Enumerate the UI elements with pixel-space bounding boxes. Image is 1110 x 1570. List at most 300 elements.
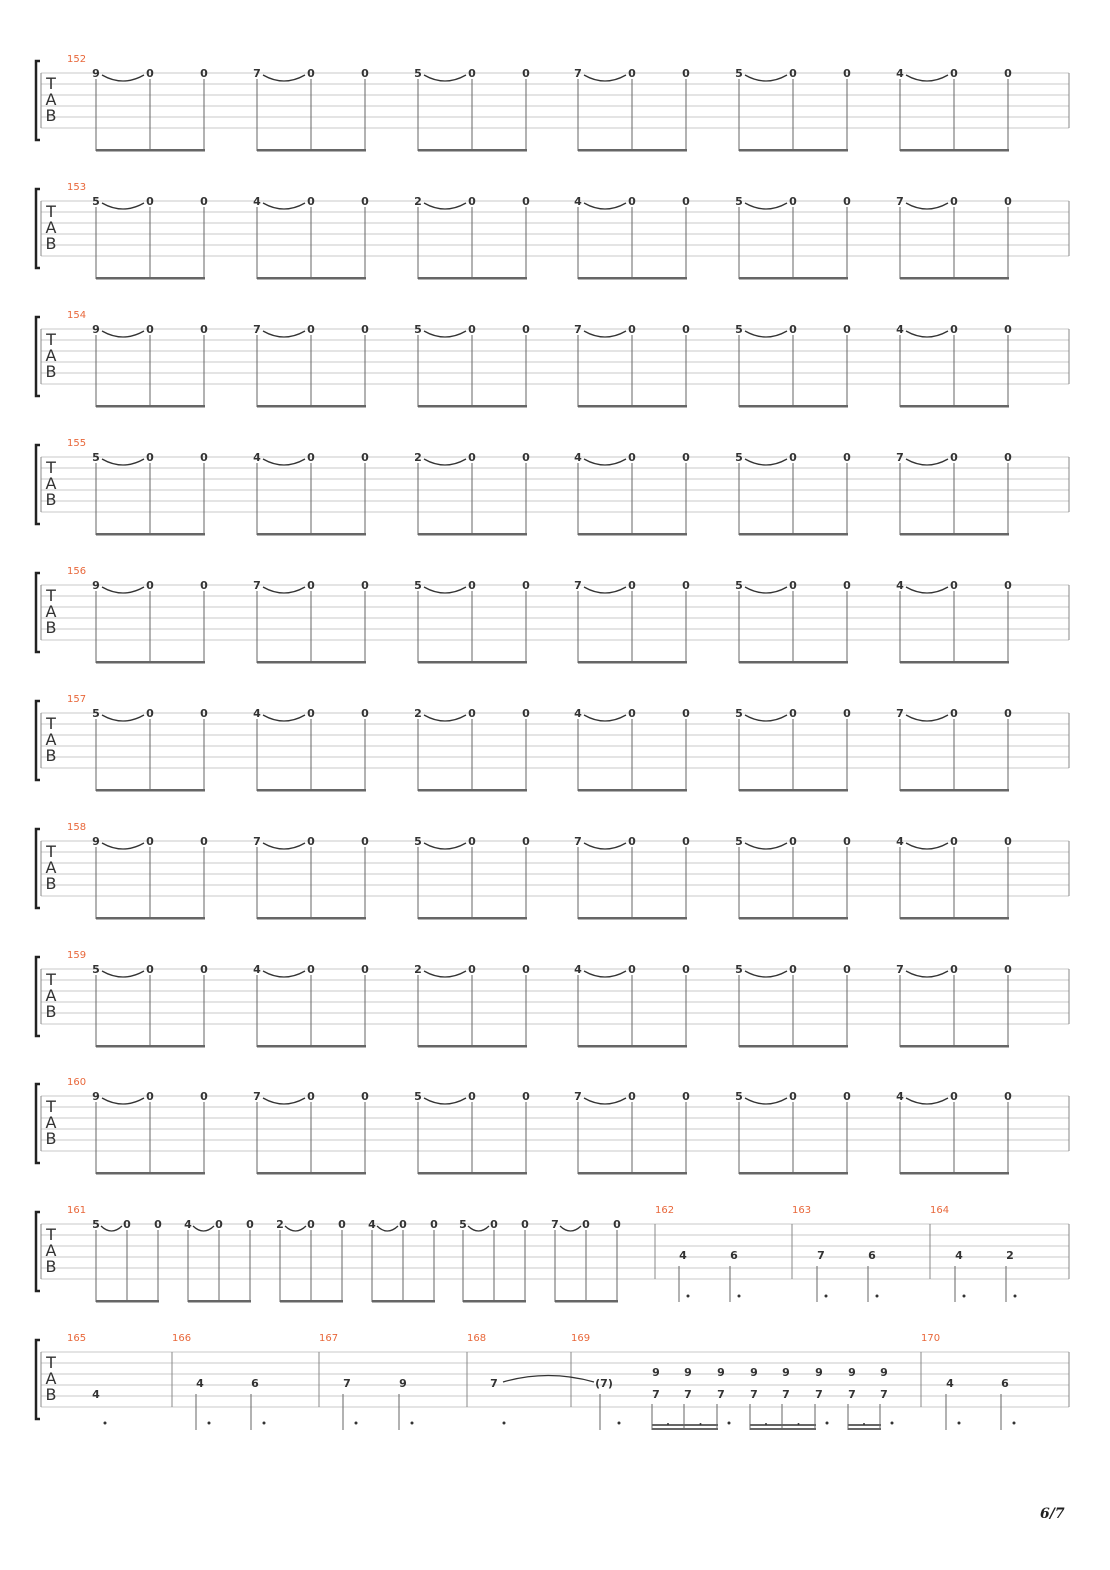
fret-number: 2: [414, 451, 422, 464]
fret-number: 0: [950, 323, 958, 336]
fret-number: 9: [684, 1366, 692, 1379]
fret-number: 0: [789, 707, 797, 720]
fret-number: 4: [184, 1218, 192, 1231]
system-bracket: [36, 1212, 40, 1291]
fret-number: 0: [843, 451, 851, 464]
hammer-tie: [424, 715, 466, 721]
fret-number: 9: [92, 323, 100, 336]
fret-number: 0: [522, 323, 530, 336]
fret-number: 7: [551, 1218, 559, 1231]
fret-number: 0: [200, 1090, 208, 1103]
hammer-tie: [263, 203, 305, 209]
fret-number: 5: [92, 195, 100, 208]
fret-number: 9: [815, 1366, 823, 1379]
fret-number: 0: [361, 579, 369, 592]
bar-number: 156: [67, 566, 87, 577]
fret-number: 0: [521, 1218, 529, 1231]
fret-number: 0: [307, 707, 315, 720]
fret-number: 4: [92, 1388, 100, 1401]
fret-number: 0: [307, 1218, 315, 1231]
fret-number: 0: [200, 67, 208, 80]
fret-number: 9: [92, 579, 100, 592]
fret-number: 0: [628, 1090, 636, 1103]
fret-number: 4: [253, 451, 261, 464]
hammer-tie: [906, 971, 948, 977]
fret-number: 0: [950, 579, 958, 592]
fret-number: 7: [652, 1388, 660, 1401]
fret-number: 0: [200, 835, 208, 848]
fret-number: 7: [815, 1388, 823, 1401]
fret-number: 0: [843, 323, 851, 336]
fret-number: 0: [682, 323, 690, 336]
tab-clef-b: B: [45, 1002, 57, 1021]
fret-number: 7: [253, 579, 261, 592]
hammer-tie: [906, 1098, 948, 1104]
bar-number: 169: [571, 1333, 591, 1344]
fret-number: 5: [414, 579, 422, 592]
tab-clef-t: T: [46, 1225, 56, 1244]
dot: [876, 1295, 879, 1298]
tab-clef-t: T: [46, 330, 56, 349]
fret-number: 5: [459, 1218, 467, 1231]
fret-number: 0: [628, 963, 636, 976]
fret-number: 7: [782, 1388, 790, 1401]
hammer-tie: [584, 459, 626, 465]
fret-number: 0: [361, 1090, 369, 1103]
hammer-tie: [584, 75, 626, 81]
fret-number: 0: [307, 195, 315, 208]
fret-number: 0: [307, 963, 315, 976]
hammer-tie: [424, 203, 466, 209]
fret-number: 0: [468, 579, 476, 592]
fret-number: 0: [789, 451, 797, 464]
fret-number: 7: [574, 835, 582, 848]
dot: [738, 1295, 741, 1298]
fret-number: 4: [574, 963, 582, 976]
system-bracket: [36, 701, 40, 780]
fret-number: 0: [146, 451, 154, 464]
fret-number: 0: [146, 707, 154, 720]
hammer-tie: [424, 587, 466, 593]
fret-number: 2: [1006, 1249, 1014, 1262]
fret-number: 9: [92, 1090, 100, 1103]
fret-number: 0: [146, 323, 154, 336]
tab-clef-a: A: [45, 986, 57, 1005]
fret-number: 7: [717, 1388, 725, 1401]
fret-number: 0: [1004, 835, 1012, 848]
fret-number: 9: [782, 1366, 790, 1379]
fret-number: 7: [253, 67, 261, 80]
hammer-tie: [102, 459, 144, 465]
hammer-tie: [102, 971, 144, 977]
fret-number: 7: [343, 1377, 351, 1390]
bar-number: 166: [172, 1333, 192, 1344]
fret-number: 5: [92, 451, 100, 464]
hammer-tie: [102, 75, 144, 81]
fret-number: 4: [574, 707, 582, 720]
fret-number: 0: [950, 835, 958, 848]
fret-number: 0: [468, 67, 476, 80]
fret-number: 0: [146, 835, 154, 848]
bar-number: 158: [67, 822, 87, 833]
system-bracket: [36, 829, 40, 908]
tab-clef-a: A: [45, 602, 57, 621]
tab-clef-a: A: [45, 730, 57, 749]
dot: [503, 1422, 506, 1425]
dot: [104, 1422, 107, 1425]
hammer-tie: [263, 331, 305, 337]
tab-clef-b: B: [45, 362, 57, 381]
hammer-tie: [745, 971, 787, 977]
tab-clef-b: B: [45, 618, 57, 637]
fret-number: 7: [253, 1090, 261, 1103]
system-bracket: [36, 573, 40, 652]
page-number: 6/7: [1040, 1506, 1065, 1522]
fret-number: 0: [682, 707, 690, 720]
tab-clef-t: T: [46, 1097, 56, 1116]
dot: [798, 1423, 800, 1425]
fret-number: 0: [522, 963, 530, 976]
fret-number: 0: [789, 835, 797, 848]
fret-number: 6: [1001, 1377, 1009, 1390]
hammer-tie: [424, 971, 466, 977]
dot: [863, 1423, 865, 1425]
hammer-tie: [745, 459, 787, 465]
fret-number: 0: [200, 579, 208, 592]
dot: [700, 1423, 702, 1425]
tab-clef-t: T: [46, 202, 56, 221]
fret-number: 0: [843, 1090, 851, 1103]
tab-clef-a: A: [45, 474, 57, 493]
fret-number: 0: [843, 579, 851, 592]
fret-number: 0: [146, 1090, 154, 1103]
fret-number: 0: [682, 451, 690, 464]
dot: [1014, 1295, 1017, 1298]
hammer-tie: [584, 331, 626, 337]
fret-number: 0: [361, 323, 369, 336]
fret-number: 5: [735, 323, 743, 336]
tie: [503, 1376, 594, 1383]
hammer-tie: [906, 331, 948, 337]
system-bracket: [36, 957, 40, 1036]
hammer-tie: [584, 843, 626, 849]
fret-number: 9: [750, 1366, 758, 1379]
hammer-tie: [584, 971, 626, 977]
fret-number: 0: [146, 195, 154, 208]
fret-number: 0: [338, 1218, 346, 1231]
hammer-tie: [102, 331, 144, 337]
fret-number: 0: [682, 835, 690, 848]
tab-clef-b: B: [45, 874, 57, 893]
fret-number: 7: [750, 1388, 758, 1401]
tab-clef-t: T: [46, 74, 56, 93]
bar-number: 157: [67, 694, 87, 705]
dot: [826, 1422, 829, 1425]
fret-number: 7: [253, 323, 261, 336]
fret-number: 6: [868, 1249, 876, 1262]
tab-clef-a: A: [45, 90, 57, 109]
tab-clef-t: T: [46, 842, 56, 861]
fret-number: 0: [789, 963, 797, 976]
fret-number: 0: [468, 323, 476, 336]
fret-number: 0: [361, 451, 369, 464]
bar-number: 155: [67, 438, 87, 449]
dot: [411, 1422, 414, 1425]
system-bracket: [36, 189, 40, 268]
beam: [750, 1424, 816, 1426]
hammer-tie: [906, 843, 948, 849]
hammer-tie: [424, 459, 466, 465]
fret-number: 0: [246, 1218, 254, 1231]
hammer-tie: [584, 1098, 626, 1104]
fret-number: 4: [896, 1090, 904, 1103]
fret-number: 0: [628, 835, 636, 848]
fret-number: 5: [414, 1090, 422, 1103]
fret-number: 0: [123, 1218, 131, 1231]
hammer-tie: [745, 203, 787, 209]
fret-number: 7: [253, 835, 261, 848]
tab-clef-t: T: [46, 970, 56, 989]
fret-number: 0: [399, 1218, 407, 1231]
fret-number: 0: [307, 579, 315, 592]
fret-number: 0: [950, 1090, 958, 1103]
tab-clef-b: B: [45, 746, 57, 765]
fret-number: 0: [522, 835, 530, 848]
fret-number: 0: [522, 579, 530, 592]
tab-clef-t: T: [46, 586, 56, 605]
fret-number: 0: [361, 963, 369, 976]
fret-number: 5: [735, 67, 743, 80]
fret-number: 0: [468, 195, 476, 208]
fret-number: 2: [414, 707, 422, 720]
fret-number: 4: [896, 323, 904, 336]
fret-number: 0: [950, 195, 958, 208]
fret-number: 5: [735, 963, 743, 976]
fret-number: 0: [843, 707, 851, 720]
fret-number: 5: [735, 451, 743, 464]
fret-number: 0: [1004, 579, 1012, 592]
fret-number: 0: [628, 707, 636, 720]
hammer-tie: [584, 203, 626, 209]
fret-number: 0: [843, 963, 851, 976]
fret-number: 0: [789, 67, 797, 80]
tab-clef-a: A: [45, 346, 57, 365]
hammer-tie: [468, 1226, 489, 1231]
fret-number: 0: [307, 451, 315, 464]
dot: [891, 1422, 894, 1425]
fret-number: 0: [682, 1090, 690, 1103]
fret-number: 0: [361, 835, 369, 848]
fret-number: 5: [735, 195, 743, 208]
bar-number: 165: [67, 1333, 87, 1344]
fret-number: 5: [92, 707, 100, 720]
bar-number: 152: [67, 54, 87, 65]
dot: [263, 1422, 266, 1425]
fret-number: 7: [490, 1377, 498, 1390]
hammer-tie: [745, 587, 787, 593]
hammer-tie: [102, 587, 144, 593]
fret-number: 9: [652, 1366, 660, 1379]
system-bracket: [36, 445, 40, 524]
fret-number: 0: [1004, 323, 1012, 336]
fret-number: 0: [628, 451, 636, 464]
fret-number: 0: [1004, 963, 1012, 976]
tab-clef-a: A: [45, 1241, 57, 1260]
fret-number: 7: [574, 323, 582, 336]
fret-number: 0: [200, 451, 208, 464]
fret-number: 0: [146, 67, 154, 80]
fret-number: 9: [399, 1377, 407, 1390]
hammer-tie: [584, 587, 626, 593]
fret-number: 0: [950, 67, 958, 80]
fret-number: 4: [679, 1249, 687, 1262]
dot: [825, 1295, 828, 1298]
fret-number: 7: [896, 963, 904, 976]
fret-number: 0: [468, 835, 476, 848]
hammer-tie: [263, 459, 305, 465]
fret-number: 0: [843, 67, 851, 80]
tab-clef-a: A: [45, 218, 57, 237]
hammer-tie: [745, 75, 787, 81]
fret-number: 0: [582, 1218, 590, 1231]
fret-number: 0: [950, 707, 958, 720]
bar-number: 154: [67, 310, 87, 321]
fret-number: 0: [843, 195, 851, 208]
fret-number: 0: [843, 835, 851, 848]
fret-number: 5: [92, 1218, 100, 1231]
fret-number: 4: [253, 963, 261, 976]
fret-number: 0: [522, 451, 530, 464]
fret-number: 6: [251, 1377, 259, 1390]
tab-clef-t: T: [46, 458, 56, 477]
hammer-tie: [424, 843, 466, 849]
fret-number: 9: [92, 835, 100, 848]
bar-number: 160: [67, 1077, 87, 1088]
bar-number: 153: [67, 182, 87, 193]
dot: [208, 1422, 211, 1425]
bar-number: 159: [67, 950, 87, 961]
bar-number: 168: [467, 1333, 487, 1344]
fret-number: 7: [848, 1388, 856, 1401]
hammer-tie: [745, 331, 787, 337]
fret-number: 0: [789, 323, 797, 336]
dot: [765, 1423, 767, 1425]
dot: [1013, 1422, 1016, 1425]
hammer-tie: [263, 971, 305, 977]
fret-number: 0: [950, 451, 958, 464]
dot: [687, 1295, 690, 1298]
hammer-tie: [263, 1098, 305, 1104]
fret-number: 0: [146, 579, 154, 592]
hammer-tie: [102, 203, 144, 209]
fret-number: 0: [468, 707, 476, 720]
fret-number: 2: [414, 195, 422, 208]
fret-number: 5: [414, 323, 422, 336]
bar-number: 170: [921, 1333, 941, 1344]
fret-number: 4: [196, 1377, 204, 1390]
system-bracket: [36, 1084, 40, 1163]
fret-number: 5: [735, 835, 743, 848]
beam: [652, 1424, 718, 1426]
tab-clef-b: B: [45, 1257, 57, 1276]
fret-number: 0: [154, 1218, 162, 1231]
fret-number: 0: [307, 1090, 315, 1103]
hammer-tie: [102, 1098, 144, 1104]
hammer-tie: [906, 715, 948, 721]
hammer-tie: [424, 331, 466, 337]
fret-number: 0: [522, 67, 530, 80]
beam: [848, 1428, 881, 1430]
fret-number: 0: [200, 323, 208, 336]
hammer-tie: [285, 1226, 306, 1231]
tab-clef-a: A: [45, 1113, 57, 1132]
fret-number: 5: [735, 707, 743, 720]
hammer-tie: [193, 1226, 214, 1231]
tab-clef-b: B: [45, 490, 57, 509]
fret-number: 9: [848, 1366, 856, 1379]
fret-number-tied: (7): [595, 1377, 613, 1390]
fret-number: 0: [628, 67, 636, 80]
hammer-tie: [263, 75, 305, 81]
fret-number: 0: [200, 963, 208, 976]
dot: [355, 1422, 358, 1425]
fret-number: 0: [789, 195, 797, 208]
hammer-tie: [101, 1226, 122, 1231]
dot: [958, 1422, 961, 1425]
hammer-tie: [745, 843, 787, 849]
fret-number: 0: [200, 707, 208, 720]
fret-number: 0: [1004, 1090, 1012, 1103]
fret-number: 2: [414, 963, 422, 976]
tab-clef-b: B: [45, 234, 57, 253]
fret-number: 9: [717, 1366, 725, 1379]
bar-number: 163: [792, 1205, 812, 1216]
fret-number: 0: [430, 1218, 438, 1231]
fret-number: 7: [684, 1388, 692, 1401]
dot: [667, 1423, 669, 1425]
fret-number: 0: [361, 67, 369, 80]
hammer-tie: [906, 75, 948, 81]
fret-number: 0: [682, 579, 690, 592]
hammer-tie: [102, 843, 144, 849]
fret-number: 2: [276, 1218, 284, 1231]
hammer-tie: [263, 587, 305, 593]
fret-number: 0: [307, 835, 315, 848]
hammer-tie: [102, 715, 144, 721]
dot: [728, 1422, 731, 1425]
hammer-tie: [263, 715, 305, 721]
hammer-tie: [377, 1226, 398, 1231]
fret-number: 0: [307, 67, 315, 80]
hammer-tie: [424, 1098, 466, 1104]
fret-number: 0: [522, 195, 530, 208]
fret-number: 4: [253, 707, 261, 720]
fret-number: 4: [253, 195, 261, 208]
hammer-tie: [263, 843, 305, 849]
bar-number: 162: [655, 1205, 675, 1216]
tab-clef-b: B: [45, 106, 57, 125]
fret-number: 0: [1004, 67, 1012, 80]
fret-number: 4: [368, 1218, 376, 1231]
hammer-tie: [424, 75, 466, 81]
bar-number: 167: [319, 1333, 339, 1344]
fret-number: 4: [574, 451, 582, 464]
fret-number: 0: [307, 323, 315, 336]
fret-number: 0: [1004, 707, 1012, 720]
tab-clef-t: T: [46, 714, 56, 733]
fret-number: 0: [628, 323, 636, 336]
fret-number: 0: [468, 451, 476, 464]
